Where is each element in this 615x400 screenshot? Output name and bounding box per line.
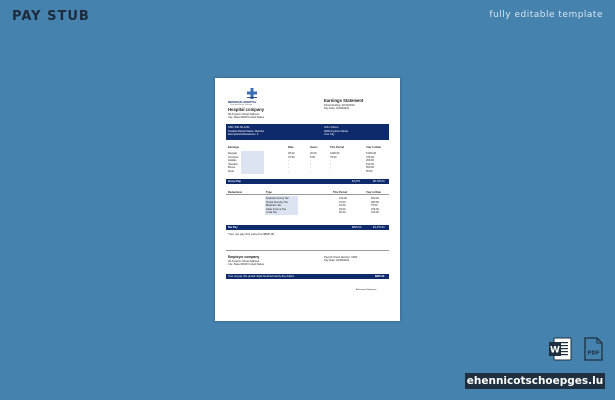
company-address-1: 00 Anytown Street Address [228, 113, 260, 116]
employee-street: 0000 Anytown Street [324, 129, 348, 133]
pdf-icon[interactable] [581, 337, 605, 361]
deductions-col-header: Year to Date [366, 191, 381, 194]
deduction-type: Federal Income Tax [266, 197, 289, 200]
deduction-period: 70.00 [339, 200, 346, 204]
statement-period: Period Ending: 02/14/2022 [324, 104, 355, 107]
banner-subtitle: fully editable template [489, 10, 603, 20]
earnings-cell: - [330, 162, 331, 166]
employer-address-1: 00 Anytown Street Address [228, 260, 260, 263]
earnings-cell: - [330, 166, 331, 170]
check-number: Payroll Check Number: 0000 [324, 256, 358, 259]
deductions-col-header: This Period [333, 191, 348, 194]
earnings-col-header: This Period [330, 146, 345, 149]
deduction-period: 20.00 [339, 211, 346, 215]
deduction-period: 45.00 [339, 207, 346, 211]
earnings-cell: - [330, 159, 331, 163]
earnings-cell: 40.00 [310, 152, 317, 155]
deductions-col-header: Deductions [228, 191, 243, 194]
deduction-type: Social Security Tax [266, 200, 288, 204]
site-watermark[interactable]: ehennicotschoepges.lu [466, 375, 604, 387]
earnings-cell: 1000.00 [330, 152, 340, 155]
employee-marital: Taxable Marital Status: Married [228, 129, 264, 133]
net-pay-period: $825.00 [352, 226, 362, 229]
earnings-cell: - [288, 170, 289, 173]
net-pay-label: Net Pay [228, 226, 238, 229]
deductions-col-header: Type [266, 191, 272, 194]
medical-cross-icon [247, 88, 257, 99]
deduction-type: State Income Tax [266, 207, 286, 211]
employee-name: John Citizen [324, 126, 339, 129]
word-icon[interactable] [548, 337, 572, 361]
deduction-ytd: 100.00 [371, 211, 379, 215]
net-pay-bar [226, 225, 389, 230]
logo-name: MERIDIAN HOSPITAL [228, 100, 257, 104]
deduction-type: Local Tax [266, 211, 277, 215]
earnings-cell: 5,000.00 [366, 152, 377, 155]
banner-title: PAY STUB [12, 9, 90, 24]
word-icon-label: W [550, 345, 560, 356]
footer-bar [226, 274, 389, 279]
earnings-cell: Holiday [228, 159, 237, 163]
earnings-cell: Vacation [228, 162, 238, 166]
earnings-cell: - [310, 170, 311, 173]
net-pay-words: Your net pay this period is $825.00 [228, 232, 275, 236]
earnings-cell: Float [228, 170, 234, 173]
check-paydate: Pay Date: 02/18/2022 [324, 259, 350, 262]
gross-pay-bar [226, 179, 389, 184]
company-address-2: City, State 00000 United States [228, 116, 264, 119]
employee-exemptions: Exemptions/Allowances: 3 [228, 133, 259, 136]
earnings-cell: - [288, 162, 289, 166]
earnings-cell: Bonus [228, 166, 236, 170]
deduction-type: Medicare Tax [266, 204, 282, 208]
gross-pay-ytd: $5,725.00 [373, 180, 385, 183]
pdf-icon-label: PDF [587, 350, 600, 357]
earnings-cell: 5.00 [310, 155, 316, 159]
earnings-col-header: Year to Date [366, 146, 381, 149]
earnings-cell: 50.00 [366, 170, 373, 173]
earnings-cell: 100.00 [366, 162, 374, 166]
earnings-cell: - [310, 166, 311, 170]
gross-pay-period: $1,075 [352, 180, 360, 183]
employee-info-bar [226, 124, 389, 140]
employee-ssn: SSN: 000-00-1234 [228, 126, 250, 129]
company-name: Hospital company [228, 107, 265, 112]
deduction-period: 100.00 [339, 197, 347, 200]
deduction-ytd: 500.00 [371, 197, 379, 200]
deduction-period: 15.00 [339, 204, 346, 208]
logo-tagline: Your Healthcare Solution [230, 104, 253, 106]
earnings-cell: - [310, 159, 311, 163]
earnings-cell: 25.00 [288, 152, 295, 155]
deduction-ytd: 350.00 [371, 200, 379, 204]
earnings-cell: Overtime [228, 155, 239, 159]
earnings-cell: 200.00 [366, 159, 374, 163]
footer-amount: $825.00 [375, 275, 385, 278]
statement-paydate: Pay Date: 02/18/2022 [324, 107, 350, 110]
employer-address-2: City, State 00000 United States [228, 263, 264, 266]
gross-pay-label: Gross Pay [228, 180, 241, 183]
signature-label: Authorized Signature [356, 289, 377, 291]
deduction-ytd: 225.00 [371, 207, 379, 211]
earnings-cell: 500.00 [366, 166, 374, 170]
earnings-cell: - [330, 170, 331, 173]
earnings-cell: 75.00 [330, 155, 337, 159]
earnings-cell: 37.50 [288, 155, 295, 159]
earnings-col-header: Earnings [228, 146, 240, 149]
employer-name: Employer company [228, 255, 260, 259]
footer-text: Your net pay this period: Eight hundred twenty-five dollars [228, 275, 295, 278]
earnings-shade [241, 151, 264, 174]
earnings-cell: - [288, 166, 289, 170]
earnings-cell: - [288, 159, 289, 163]
deduction-ytd: 75.00 [371, 204, 378, 208]
earnings-col-header: Hours [310, 146, 318, 149]
employee-city: Your City [324, 133, 335, 136]
pay-stub-document [215, 78, 400, 321]
earnings-cell: 375.00 [366, 155, 374, 159]
net-pay-ytd: $4,475.00 [373, 226, 385, 229]
earnings-col-header: Rate [288, 146, 294, 149]
statement-title: Earnings Statement [324, 98, 364, 103]
earnings-cell: Regular [228, 152, 238, 155]
earnings-cell: - [310, 162, 311, 166]
